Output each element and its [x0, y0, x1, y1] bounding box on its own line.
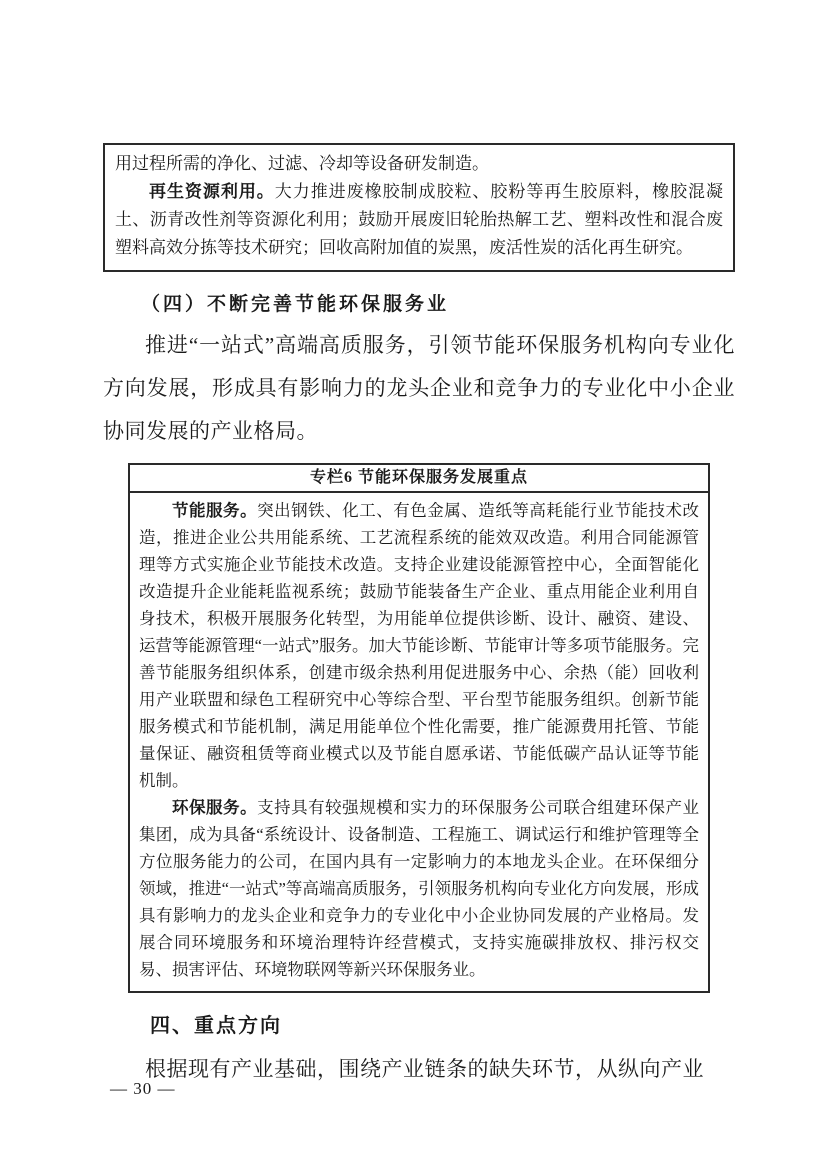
recycled-resources-text: 大力推进废橡胶制成胶粒、胶粉等再生胶原料，橡胶混凝土、沥青改性剂等资源化利用；鼓励开展废旧轮胎热解工艺、塑料改性和混合废塑料高效分拣等技术研究；回收高附加值的炭黑，废活性炭的活化再生研究。: [115, 182, 724, 257]
energy-saving-service-lead: 节能服务。: [172, 501, 258, 520]
energy-saving-service-text: 突出钢铁、化工、有色金属、造纸等高耗能行业节能技术改造，推进企业公共用能系统、工艺流程系统的能效双改造。利用合同能源管理等方式实施企业节能技术改造。支持企业建设能源管控中心，全面智能化改造提升企业能耗监视系统；鼓励节能装备生产企业、重点用能企业利用自身技术，积极开展服务化转型，为用能单位提供诊断、设计、融资、建设、运营等能源管理“一站式”服务。加大节能诊断、节能审计等多项节能服务。完善节能服务组织体系，创建市级余热利用促进服务中心、余热（能）回收利用产业联盟和绿色工程研究中心等综合型、平台型节能服务组织。创新节能服务模式和节能机制，满足用能单位个性化需要，推广能源费用托管、节能量保证、融资租赁等商业模式以及节能自愿承诺、节能低碳产品认证等节能机制。: [139, 501, 700, 790]
page-number: — 30 —: [110, 1079, 176, 1098]
section-4-paragraph: 推进“一站式”高端高质服务，引领节能环保服务机构向专业化方向发展，形成具有影响力的龙头企业和竞争力的专业化中小企业协同发展的产业格局。: [103, 333, 735, 443]
recycled-resources-paragraph: [115, 178, 723, 262]
column-6-body: [130, 493, 708, 991]
key-directions-paragraph: 根据现有产业基础，围绕产业链条的缺失环节，从纵向产业: [145, 1057, 704, 1081]
environmental-service-paragraph: [139, 794, 699, 983]
energy-saving-service-paragraph: [139, 497, 699, 794]
column-6-title: 专栏6 节能环保服务发展重点: [130, 465, 708, 493]
column-6-box: [128, 463, 710, 993]
box-continuation-line: [115, 150, 723, 178]
box-continuation-text: 用过程所需的净化、过滤、冷却等设备研发制造。: [115, 154, 489, 173]
environmental-service-text: 支持具有较强规模和实力的环保服务公司联合组建环保产业集团，成为具备“系统设计、设备制造、工程施工、调试运行和维护管理等全方位服务能力的公司，在国内具有一定影响力的本地龙头企业。在环保细分领域，推进“一站式”等高端高质服务，引领服务机构向专业化方向发展，形成具有影响力的龙头企业和竞争力的专业化中小企业协同发展的产业格局。发展合同环境服务和环境治理特许经营模式，支持实施碳排放权、排污权交易、损害评估、环境物联网等新兴环保服务业。: [139, 798, 700, 979]
section-heading-4: （四）不断完善节能环保服务业: [141, 294, 450, 315]
recycled-resources-box: [103, 143, 735, 272]
environmental-service-lead: 环保服务。: [172, 798, 258, 817]
section-heading-main: 四、重点方向: [150, 1015, 282, 1037]
recycled-resources-lead: 再生资源利用。: [149, 182, 275, 201]
page-content: [103, 143, 735, 1091]
